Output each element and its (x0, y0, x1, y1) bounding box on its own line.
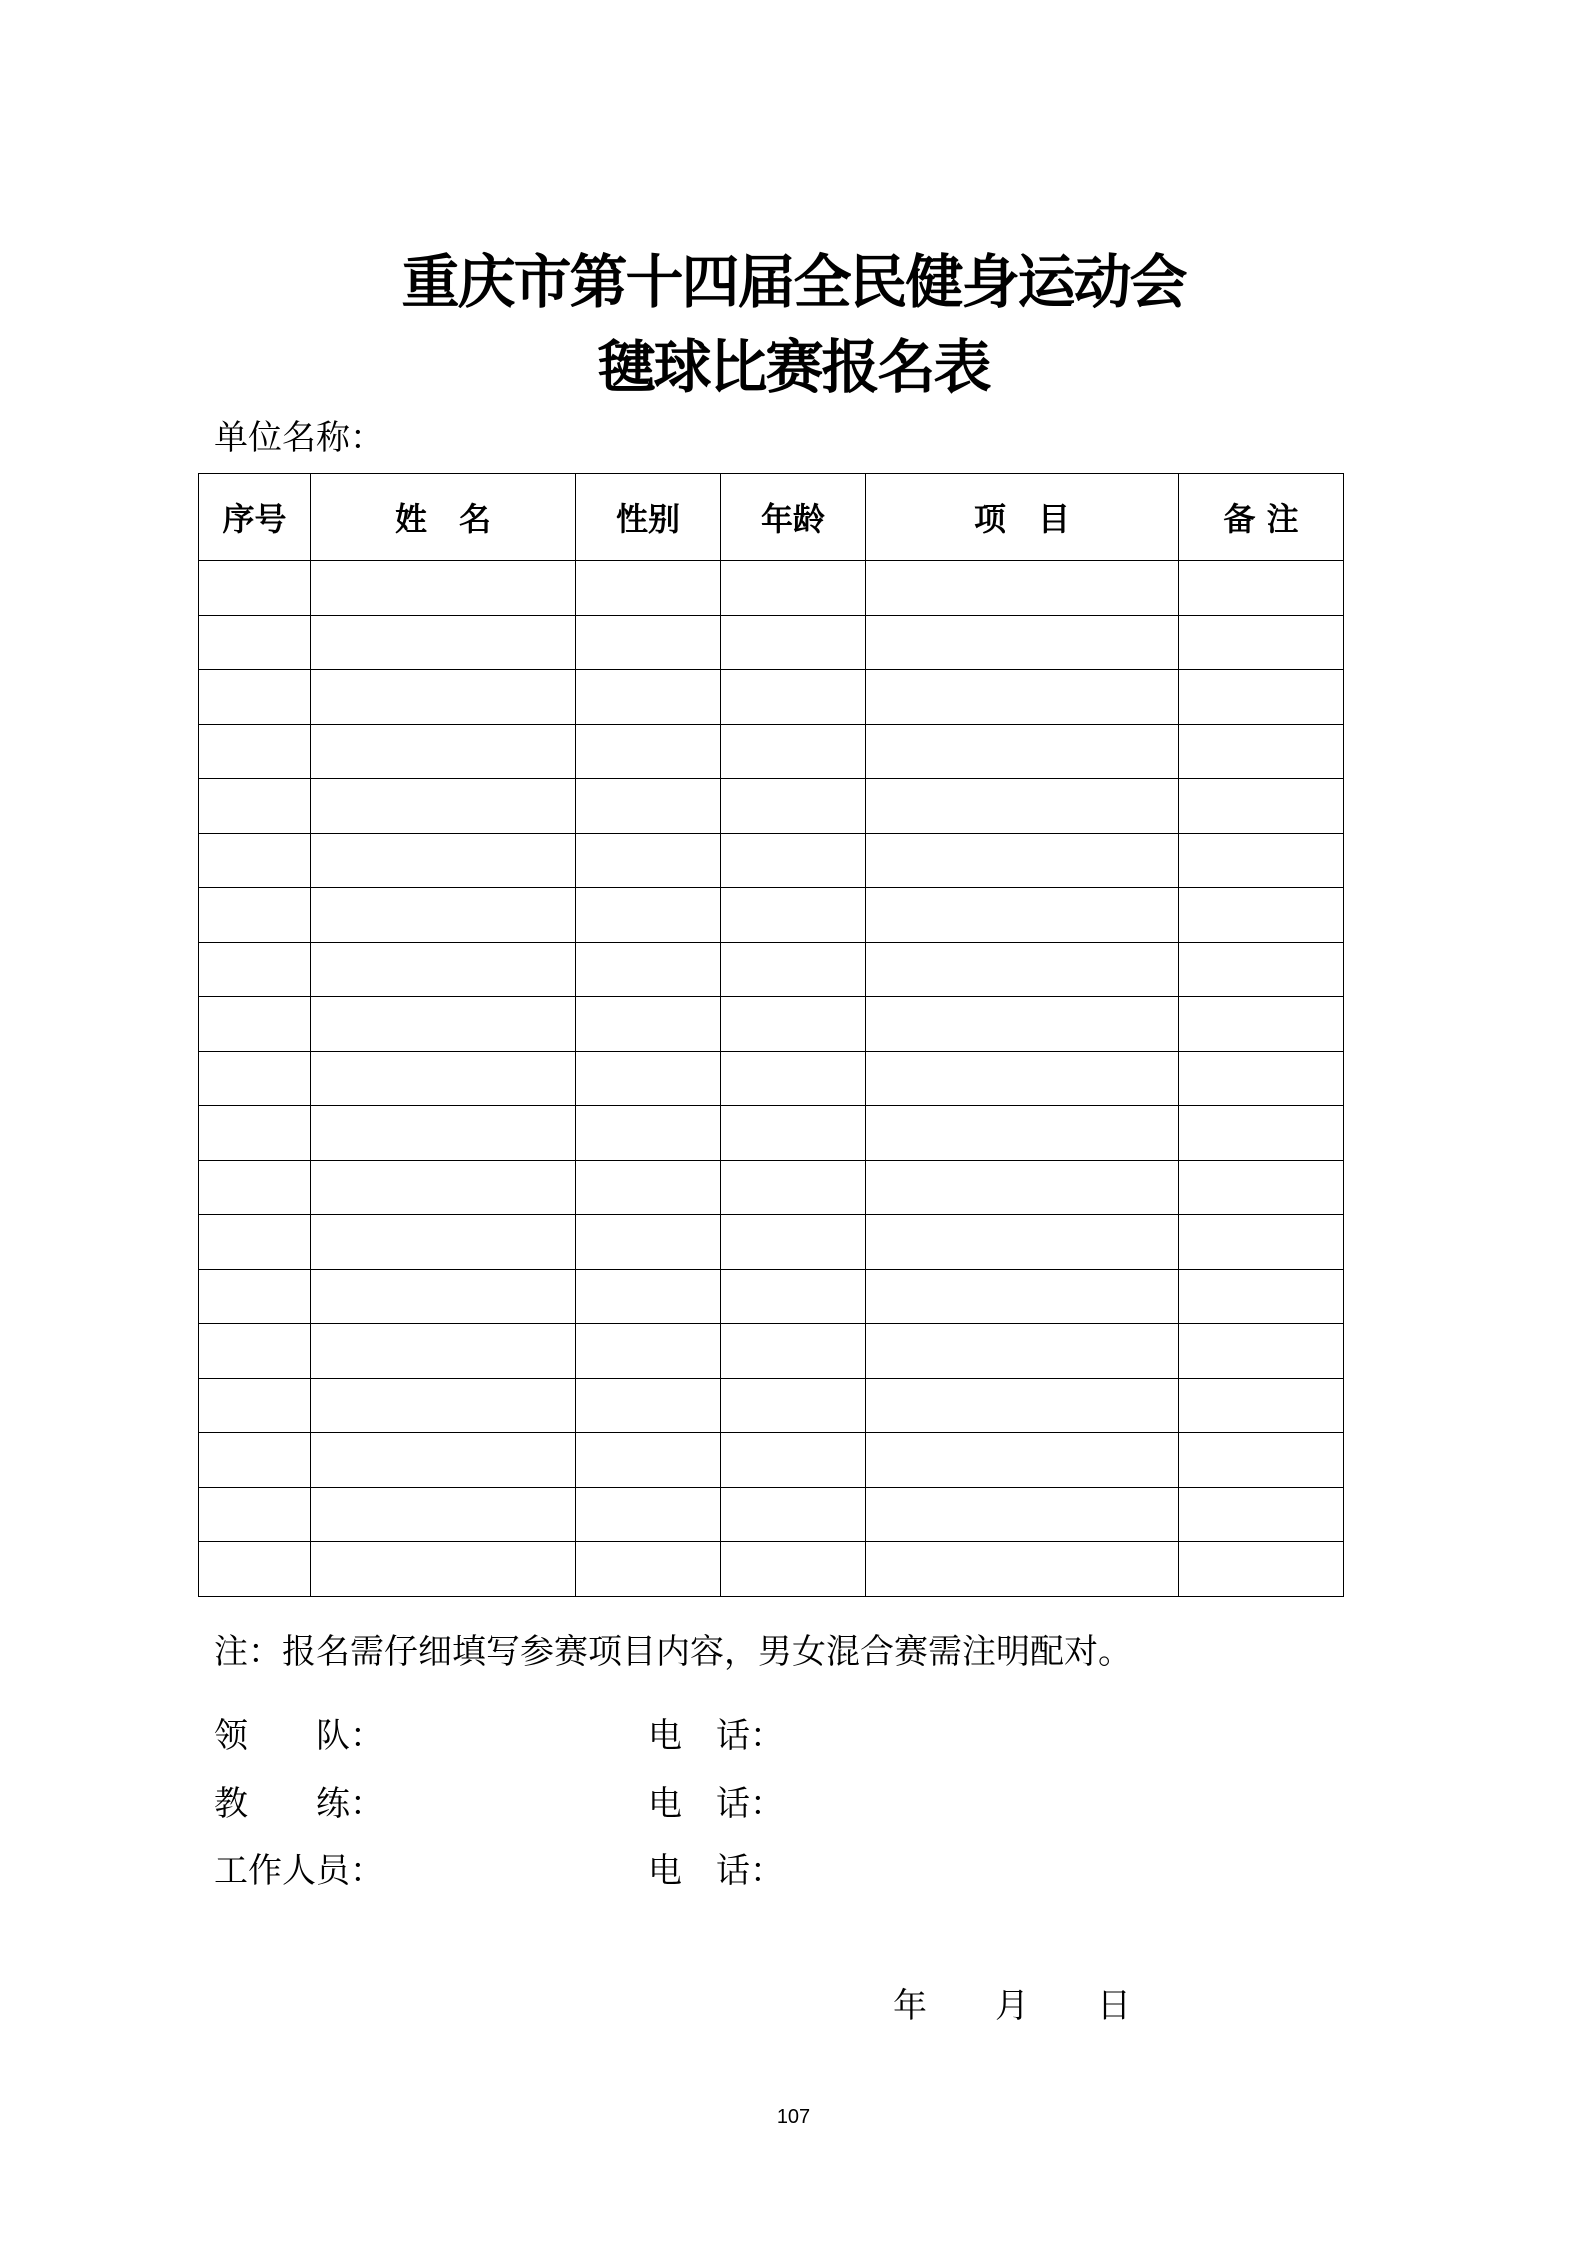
name-cell (311, 779, 576, 834)
table-row (199, 942, 1344, 997)
serial-number-cell (199, 724, 311, 779)
event-cell (866, 561, 1179, 616)
serial-number-cell (199, 1542, 311, 1597)
age-cell (721, 888, 866, 943)
event-cell (866, 1160, 1179, 1215)
gender-cell (576, 1487, 721, 1542)
event-cell (866, 779, 1179, 834)
age-cell (721, 615, 866, 670)
remarks-cell (1179, 1378, 1344, 1433)
remarks-cell (1179, 888, 1344, 943)
event-cell (866, 1433, 1179, 1488)
age-cell (721, 1433, 866, 1488)
serial-number-cell (199, 1106, 311, 1161)
remarks-cell (1179, 833, 1344, 888)
remarks-cell (1179, 1542, 1344, 1597)
gender-cell (576, 1106, 721, 1161)
name-cell (311, 1324, 576, 1379)
document-title-line2: 毽球比赛报名表 (597, 333, 990, 401)
age-cell (721, 1215, 866, 1270)
table-row (199, 1324, 1344, 1379)
team-leader-label: 领 队： (214, 1716, 384, 1756)
serial-number-cell (199, 942, 311, 997)
table-row (199, 1269, 1344, 1324)
team-leader-phone-label: 电 话： (648, 1716, 784, 1756)
table-header-row (199, 474, 1344, 561)
serial-number-cell (199, 1160, 311, 1215)
serial-number-cell (199, 888, 311, 943)
name-cell (311, 561, 576, 616)
name-cell (311, 670, 576, 725)
name-cell (311, 1051, 576, 1106)
event-cell (866, 1269, 1179, 1324)
serial-number-cell (199, 779, 311, 834)
remarks-cell (1179, 997, 1344, 1052)
age-cell (721, 1324, 866, 1379)
table-row (199, 561, 1344, 616)
gender-cell (576, 561, 721, 616)
remarks-cell (1179, 1269, 1344, 1324)
event-cell (866, 1215, 1179, 1270)
event-cell (866, 997, 1179, 1052)
event-cell (866, 670, 1179, 725)
event-cell (866, 1106, 1179, 1161)
serial-number-cell (199, 997, 311, 1052)
gender-cell (576, 1542, 721, 1597)
name-cell (311, 1433, 576, 1488)
serial-number-cell (199, 670, 311, 725)
table-row (199, 1160, 1344, 1215)
serial-number-cell (199, 1378, 311, 1433)
gender-cell (576, 1324, 721, 1379)
date-line: 年 月 日 (893, 1986, 1131, 2026)
page-number: 107 (776, 2106, 811, 2128)
gender-cell (576, 833, 721, 888)
table-row (199, 888, 1344, 943)
name-cell (311, 1106, 576, 1161)
gender-cell (576, 1433, 721, 1488)
age-cell (721, 833, 866, 888)
unit-name-label: 单位名称： (214, 418, 384, 458)
gender-cell (576, 888, 721, 943)
remarks-cell (1179, 1106, 1344, 1161)
header-remarks: 备 注 (1179, 474, 1344, 561)
serial-number-cell (199, 1433, 311, 1488)
age-cell (721, 724, 866, 779)
registration-note: 注：报名需仔细填写参赛项目内容，男女混合赛需注明配对。 (214, 1632, 1132, 1672)
remarks-cell (1179, 615, 1344, 670)
serial-number-cell (199, 1487, 311, 1542)
age-cell (721, 1051, 866, 1106)
age-cell (721, 779, 866, 834)
table-row (199, 1051, 1344, 1106)
remarks-cell (1179, 1160, 1344, 1215)
serial-number-cell (199, 615, 311, 670)
table-row (199, 1542, 1344, 1597)
serial-number-cell (199, 561, 311, 616)
age-cell (721, 1269, 866, 1324)
header-name: 姓 名 (311, 474, 576, 561)
age-cell (721, 561, 866, 616)
age-cell (721, 1106, 866, 1161)
remarks-cell (1179, 1051, 1344, 1106)
remarks-cell (1179, 561, 1344, 616)
remarks-cell (1179, 1215, 1344, 1270)
gender-cell (576, 724, 721, 779)
age-cell (721, 942, 866, 997)
event-cell (866, 1487, 1179, 1542)
remarks-cell (1179, 670, 1344, 725)
age-cell (721, 670, 866, 725)
registration-table (198, 473, 1344, 1597)
table-row (199, 1487, 1344, 1542)
name-cell (311, 615, 576, 670)
event-cell (866, 888, 1179, 943)
document-title-line1: 重庆市第十四届全民健身运动会 (401, 248, 1186, 316)
table-row (199, 1433, 1344, 1488)
table-row (199, 833, 1344, 888)
age-cell (721, 1160, 866, 1215)
name-cell (311, 1160, 576, 1215)
name-cell (311, 1269, 576, 1324)
event-cell (866, 942, 1179, 997)
remarks-cell (1179, 942, 1344, 997)
event-cell (866, 1051, 1179, 1106)
name-cell (311, 833, 576, 888)
table-row (199, 779, 1344, 834)
age-cell (721, 1487, 866, 1542)
event-cell (866, 1324, 1179, 1379)
table-row (199, 997, 1344, 1052)
name-cell (311, 724, 576, 779)
name-cell (311, 1542, 576, 1597)
name-cell (311, 1215, 576, 1270)
table-row (199, 1215, 1344, 1270)
serial-number-cell (199, 1215, 311, 1270)
header-age: 年龄 (721, 474, 866, 561)
event-cell (866, 724, 1179, 779)
serial-number-cell (199, 1269, 311, 1324)
gender-cell (576, 997, 721, 1052)
name-cell (311, 1378, 576, 1433)
gender-cell (576, 1160, 721, 1215)
coach-label: 教 练： (214, 1784, 384, 1824)
age-cell (721, 1542, 866, 1597)
staff-label: 工作人员： (214, 1851, 384, 1891)
gender-cell (576, 1051, 721, 1106)
gender-cell (576, 942, 721, 997)
name-cell (311, 942, 576, 997)
serial-number-cell (199, 833, 311, 888)
event-cell (866, 1542, 1179, 1597)
remarks-cell (1179, 1324, 1344, 1379)
table-body (199, 561, 1344, 1597)
staff-phone-label: 电 话： (648, 1851, 784, 1891)
age-cell (721, 1378, 866, 1433)
name-cell (311, 997, 576, 1052)
event-cell (866, 615, 1179, 670)
name-cell (311, 1487, 576, 1542)
header-gender: 性别 (576, 474, 721, 561)
remarks-cell (1179, 724, 1344, 779)
table-row (199, 670, 1344, 725)
table-row (199, 724, 1344, 779)
header-serial-number: 序号 (199, 474, 311, 561)
age-cell (721, 997, 866, 1052)
gender-cell (576, 1378, 721, 1433)
serial-number-cell (199, 1051, 311, 1106)
table-row (199, 615, 1344, 670)
remarks-cell (1179, 1487, 1344, 1542)
gender-cell (576, 615, 721, 670)
serial-number-cell (199, 1324, 311, 1379)
gender-cell (576, 670, 721, 725)
gender-cell (576, 1269, 721, 1324)
table-row (199, 1378, 1344, 1433)
table-row (199, 1106, 1344, 1161)
name-cell (311, 888, 576, 943)
event-cell (866, 833, 1179, 888)
event-cell (866, 1378, 1179, 1433)
remarks-cell (1179, 779, 1344, 834)
header-event: 项 目 (866, 474, 1179, 561)
gender-cell (576, 1215, 721, 1270)
remarks-cell (1179, 1433, 1344, 1488)
coach-phone-label: 电 话： (648, 1784, 784, 1824)
gender-cell (576, 779, 721, 834)
